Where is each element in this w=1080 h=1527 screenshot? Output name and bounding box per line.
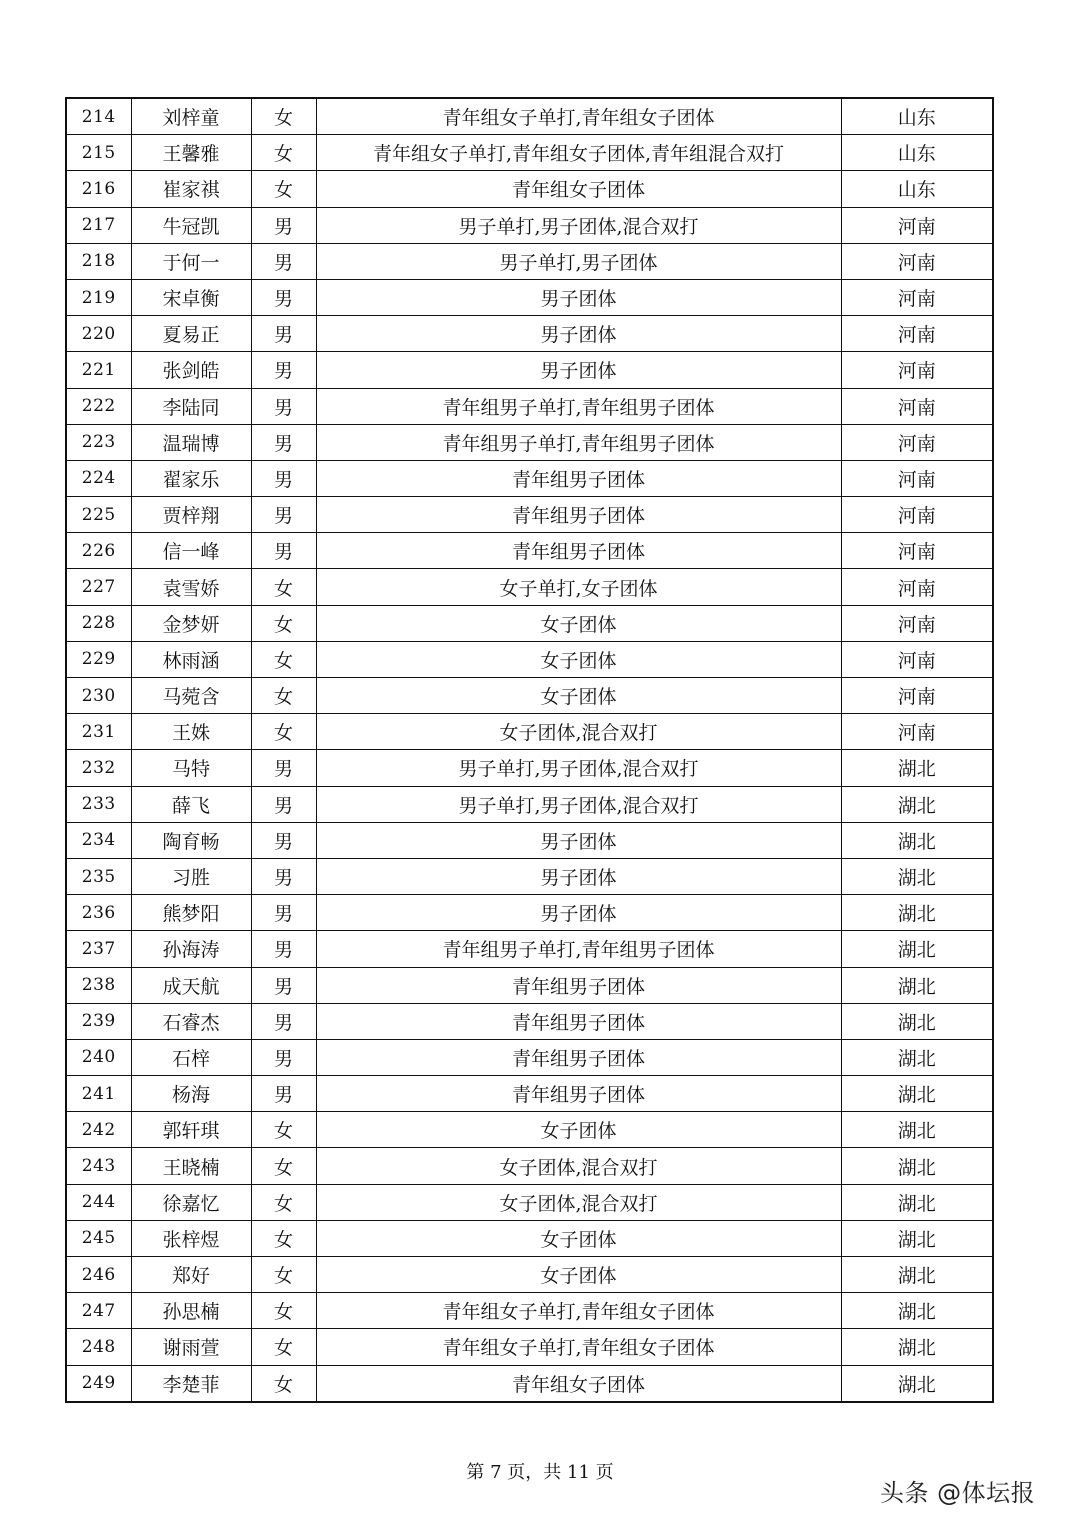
athlete-name-cell: 郭轩琪 [131, 1112, 251, 1148]
row-number-cell: 234 [66, 822, 131, 858]
events-cell: 青年组男子团体 [316, 497, 841, 533]
province-cell: 河南 [841, 497, 993, 533]
table-row [66, 931, 993, 967]
events-cell: 女子团体 [316, 605, 841, 641]
province-cell: 河南 [841, 243, 993, 279]
athlete-name-cell: 孙思楠 [131, 1293, 251, 1329]
table-row [66, 1293, 993, 1329]
events-cell: 女子团体 [316, 1220, 841, 1256]
province-cell: 河南 [841, 714, 993, 750]
gender-cell: 男 [251, 967, 316, 1003]
row-number-cell: 228 [66, 605, 131, 641]
row-number-cell: 216 [66, 171, 131, 207]
events-cell: 男子团体 [316, 858, 841, 894]
athlete-name-cell: 林雨涵 [131, 641, 251, 677]
gender-cell: 男 [251, 895, 316, 931]
table-row [66, 714, 993, 750]
gender-cell: 女 [251, 1148, 316, 1184]
province-cell: 湖北 [841, 1257, 993, 1293]
row-number-cell: 215 [66, 135, 131, 171]
athlete-name-cell: 李楚菲 [131, 1365, 251, 1402]
events-cell: 女子团体,混合双打 [316, 1148, 841, 1184]
province-cell: 河南 [841, 352, 993, 388]
events-cell: 女子团体 [316, 1257, 841, 1293]
gender-cell: 男 [251, 388, 316, 424]
events-cell: 男子团体 [316, 279, 841, 315]
gender-cell: 女 [251, 678, 316, 714]
row-number-cell: 245 [66, 1220, 131, 1256]
athlete-name-cell: 夏易正 [131, 316, 251, 352]
province-cell: 湖北 [841, 1003, 993, 1039]
table-row [66, 135, 993, 171]
events-cell: 青年组男子团体 [316, 1039, 841, 1075]
athlete-name-cell: 王姝 [131, 714, 251, 750]
events-cell: 女子团体,混合双打 [316, 714, 841, 750]
events-cell: 女子团体 [316, 641, 841, 677]
gender-cell: 女 [251, 1112, 316, 1148]
province-cell: 山东 [841, 98, 993, 135]
province-cell: 湖北 [841, 1184, 993, 1220]
province-cell: 湖北 [841, 967, 993, 1003]
gender-cell: 女 [251, 1293, 316, 1329]
athlete-name-cell: 袁雪娇 [131, 569, 251, 605]
gender-cell: 男 [251, 279, 316, 315]
gender-cell: 女 [251, 569, 316, 605]
table-row [66, 1076, 993, 1112]
athlete-name-cell: 翟家乐 [131, 460, 251, 496]
row-number-cell: 244 [66, 1184, 131, 1220]
table-row [66, 533, 993, 569]
row-number-cell: 246 [66, 1257, 131, 1293]
events-cell: 青年组女子单打,青年组女子团体,青年组混合双打 [316, 135, 841, 171]
row-number-cell: 227 [66, 569, 131, 605]
athlete-name-cell: 刘梓童 [131, 98, 251, 135]
gender-cell: 男 [251, 1039, 316, 1075]
table-row [66, 1220, 993, 1256]
athlete-name-cell: 石睿杰 [131, 1003, 251, 1039]
table-row [66, 1003, 993, 1039]
gender-cell: 女 [251, 1257, 316, 1293]
events-cell: 青年组男子单打,青年组男子团体 [316, 424, 841, 460]
athlete-name-cell: 熊梦阳 [131, 895, 251, 931]
athlete-name-cell: 贾梓翔 [131, 497, 251, 533]
events-cell: 男子单打,男子团体,混合双打 [316, 786, 841, 822]
athlete-name-cell: 马菀含 [131, 678, 251, 714]
province-cell: 河南 [841, 641, 993, 677]
province-cell: 湖北 [841, 1365, 993, 1402]
athlete-name-cell: 成天航 [131, 967, 251, 1003]
row-number-cell: 217 [66, 207, 131, 243]
table-row [66, 569, 993, 605]
table-row [66, 641, 993, 677]
province-cell: 河南 [841, 207, 993, 243]
row-number-cell: 235 [66, 858, 131, 894]
gender-cell: 男 [251, 533, 316, 569]
gender-cell: 女 [251, 641, 316, 677]
gender-cell: 男 [251, 822, 316, 858]
province-cell: 湖北 [841, 1148, 993, 1184]
row-number-cell: 248 [66, 1329, 131, 1365]
table-row [66, 388, 993, 424]
row-number-cell: 221 [66, 352, 131, 388]
row-number-cell: 218 [66, 243, 131, 279]
row-number-cell: 249 [66, 1365, 131, 1402]
row-number-cell: 230 [66, 678, 131, 714]
athlete-name-cell: 习胜 [131, 858, 251, 894]
athlete-name-cell: 徐嘉忆 [131, 1184, 251, 1220]
events-cell: 青年组女子团体 [316, 171, 841, 207]
province-cell: 河南 [841, 460, 993, 496]
row-number-cell: 222 [66, 388, 131, 424]
row-number-cell: 237 [66, 931, 131, 967]
row-number-cell: 236 [66, 895, 131, 931]
table-row [66, 98, 993, 135]
gender-cell: 女 [251, 1365, 316, 1402]
province-cell: 湖北 [841, 1039, 993, 1075]
events-cell: 女子团体 [316, 678, 841, 714]
athlete-name-cell: 王馨雅 [131, 135, 251, 171]
gender-cell: 女 [251, 1184, 316, 1220]
athlete-name-cell: 张剑皓 [131, 352, 251, 388]
events-cell: 男子团体 [316, 822, 841, 858]
athlete-name-cell: 张梓煜 [131, 1220, 251, 1256]
table-row [66, 1257, 993, 1293]
table-row [66, 1365, 993, 1402]
events-cell: 青年组男子单打,青年组男子团体 [316, 388, 841, 424]
athlete-name-cell: 陶育畅 [131, 822, 251, 858]
province-cell: 河南 [841, 533, 993, 569]
row-number-cell: 231 [66, 714, 131, 750]
table-row [66, 678, 993, 714]
row-number-cell: 232 [66, 750, 131, 786]
events-cell: 青年组女子团体 [316, 1365, 841, 1402]
athlete-name-cell: 马特 [131, 750, 251, 786]
province-cell: 湖北 [841, 931, 993, 967]
table-row [66, 750, 993, 786]
table-row [66, 352, 993, 388]
row-number-cell: 247 [66, 1293, 131, 1329]
province-cell: 湖北 [841, 858, 993, 894]
athlete-name-cell: 金梦妍 [131, 605, 251, 641]
gender-cell: 男 [251, 460, 316, 496]
row-number-cell: 238 [66, 967, 131, 1003]
province-cell: 河南 [841, 279, 993, 315]
gender-cell: 男 [251, 1076, 316, 1112]
province-cell: 湖北 [841, 1076, 993, 1112]
gender-cell: 男 [251, 207, 316, 243]
province-cell: 湖北 [841, 822, 993, 858]
province-cell: 湖北 [841, 1220, 993, 1256]
roster-body [66, 98, 993, 1402]
athlete-name-cell: 孙海涛 [131, 931, 251, 967]
events-cell: 女子单打,女子团体 [316, 569, 841, 605]
events-cell: 青年组女子单打,青年组女子团体 [316, 1329, 841, 1365]
athlete-name-cell: 温瑞博 [131, 424, 251, 460]
table-row [66, 424, 993, 460]
row-number-cell: 233 [66, 786, 131, 822]
gender-cell: 男 [251, 316, 316, 352]
province-cell: 湖北 [841, 1329, 993, 1365]
table-row [66, 279, 993, 315]
province-cell: 河南 [841, 316, 993, 352]
events-cell: 青年组男子团体 [316, 460, 841, 496]
athlete-name-cell: 薛飞 [131, 786, 251, 822]
province-cell: 河南 [841, 569, 993, 605]
table-row [66, 1039, 993, 1075]
row-number-cell: 242 [66, 1112, 131, 1148]
events-cell: 青年组男子团体 [316, 533, 841, 569]
province-cell: 湖北 [841, 786, 993, 822]
events-cell: 青年组女子单打,青年组女子团体 [316, 98, 841, 135]
gender-cell: 男 [251, 786, 316, 822]
province-cell: 河南 [841, 678, 993, 714]
events-cell: 青年组男子团体 [316, 967, 841, 1003]
table-row [66, 316, 993, 352]
table-row [66, 1329, 993, 1365]
athlete-name-cell: 杨海 [131, 1076, 251, 1112]
gender-cell: 女 [251, 605, 316, 641]
athlete-name-cell: 宋卓衡 [131, 279, 251, 315]
row-number-cell: 223 [66, 424, 131, 460]
gender-cell: 男 [251, 243, 316, 279]
gender-cell: 女 [251, 135, 316, 171]
athlete-name-cell: 李陆同 [131, 388, 251, 424]
events-cell: 青年组女子单打,青年组女子团体 [316, 1293, 841, 1329]
row-number-cell: 226 [66, 533, 131, 569]
table-row [66, 207, 993, 243]
province-cell: 河南 [841, 605, 993, 641]
province-cell: 山东 [841, 135, 993, 171]
province-cell: 山东 [841, 171, 993, 207]
gender-cell: 女 [251, 714, 316, 750]
athlete-name-cell: 王晓楠 [131, 1148, 251, 1184]
events-cell: 青年组男子团体 [316, 1003, 841, 1039]
athlete-name-cell: 郑好 [131, 1257, 251, 1293]
athlete-name-cell: 牛冠凯 [131, 207, 251, 243]
province-cell: 湖北 [841, 895, 993, 931]
gender-cell: 男 [251, 1003, 316, 1039]
row-number-cell: 224 [66, 460, 131, 496]
athlete-roster-table [65, 97, 994, 1403]
watermark: 头条 @体坛报 [880, 1479, 1036, 1507]
table-row [66, 497, 993, 533]
province-cell: 河南 [841, 388, 993, 424]
row-number-cell: 243 [66, 1148, 131, 1184]
row-number-cell: 229 [66, 641, 131, 677]
row-number-cell: 220 [66, 316, 131, 352]
province-cell: 湖北 [841, 750, 993, 786]
gender-cell: 男 [251, 352, 316, 388]
table-row [66, 967, 993, 1003]
province-cell: 湖北 [841, 1293, 993, 1329]
province-cell: 湖北 [841, 1112, 993, 1148]
gender-cell: 男 [251, 931, 316, 967]
table-row [66, 895, 993, 931]
table-row [66, 605, 993, 641]
gender-cell: 女 [251, 1329, 316, 1365]
province-cell: 河南 [841, 424, 993, 460]
table-row [66, 1148, 993, 1184]
gender-cell: 女 [251, 171, 316, 207]
row-number-cell: 240 [66, 1039, 131, 1075]
events-cell: 青年组男子单打,青年组男子团体 [316, 931, 841, 967]
row-number-cell: 219 [66, 279, 131, 315]
events-cell: 男子单打,男子团体,混合双打 [316, 207, 841, 243]
events-cell: 青年组男子团体 [316, 1076, 841, 1112]
gender-cell: 男 [251, 424, 316, 460]
athlete-name-cell: 崔家祺 [131, 171, 251, 207]
table-row [66, 1112, 993, 1148]
table-row [66, 460, 993, 496]
events-cell: 男子团体 [316, 352, 841, 388]
athlete-name-cell: 谢雨萱 [131, 1329, 251, 1365]
page-number: 第 7 页，共 11 页 [466, 1462, 614, 1483]
events-cell: 男子单打,男子团体,混合双打 [316, 750, 841, 786]
events-cell: 女子团体,混合双打 [316, 1184, 841, 1220]
events-cell: 男子单打,男子团体 [316, 243, 841, 279]
row-number-cell: 241 [66, 1076, 131, 1112]
gender-cell: 男 [251, 750, 316, 786]
row-number-cell: 225 [66, 497, 131, 533]
events-cell: 男子团体 [316, 895, 841, 931]
table-row [66, 858, 993, 894]
gender-cell: 男 [251, 497, 316, 533]
athlete-name-cell: 于何一 [131, 243, 251, 279]
gender-cell: 女 [251, 98, 316, 135]
row-number-cell: 239 [66, 1003, 131, 1039]
table-row [66, 1184, 993, 1220]
gender-cell: 男 [251, 858, 316, 894]
row-number-cell: 214 [66, 98, 131, 135]
events-cell: 女子团体 [316, 1112, 841, 1148]
athlete-name-cell: 石梓 [131, 1039, 251, 1075]
events-cell: 男子团体 [316, 316, 841, 352]
table-row [66, 786, 993, 822]
table-row [66, 171, 993, 207]
table-row [66, 822, 993, 858]
athlete-name-cell: 信一峰 [131, 533, 251, 569]
gender-cell: 女 [251, 1220, 316, 1256]
table-row [66, 243, 993, 279]
